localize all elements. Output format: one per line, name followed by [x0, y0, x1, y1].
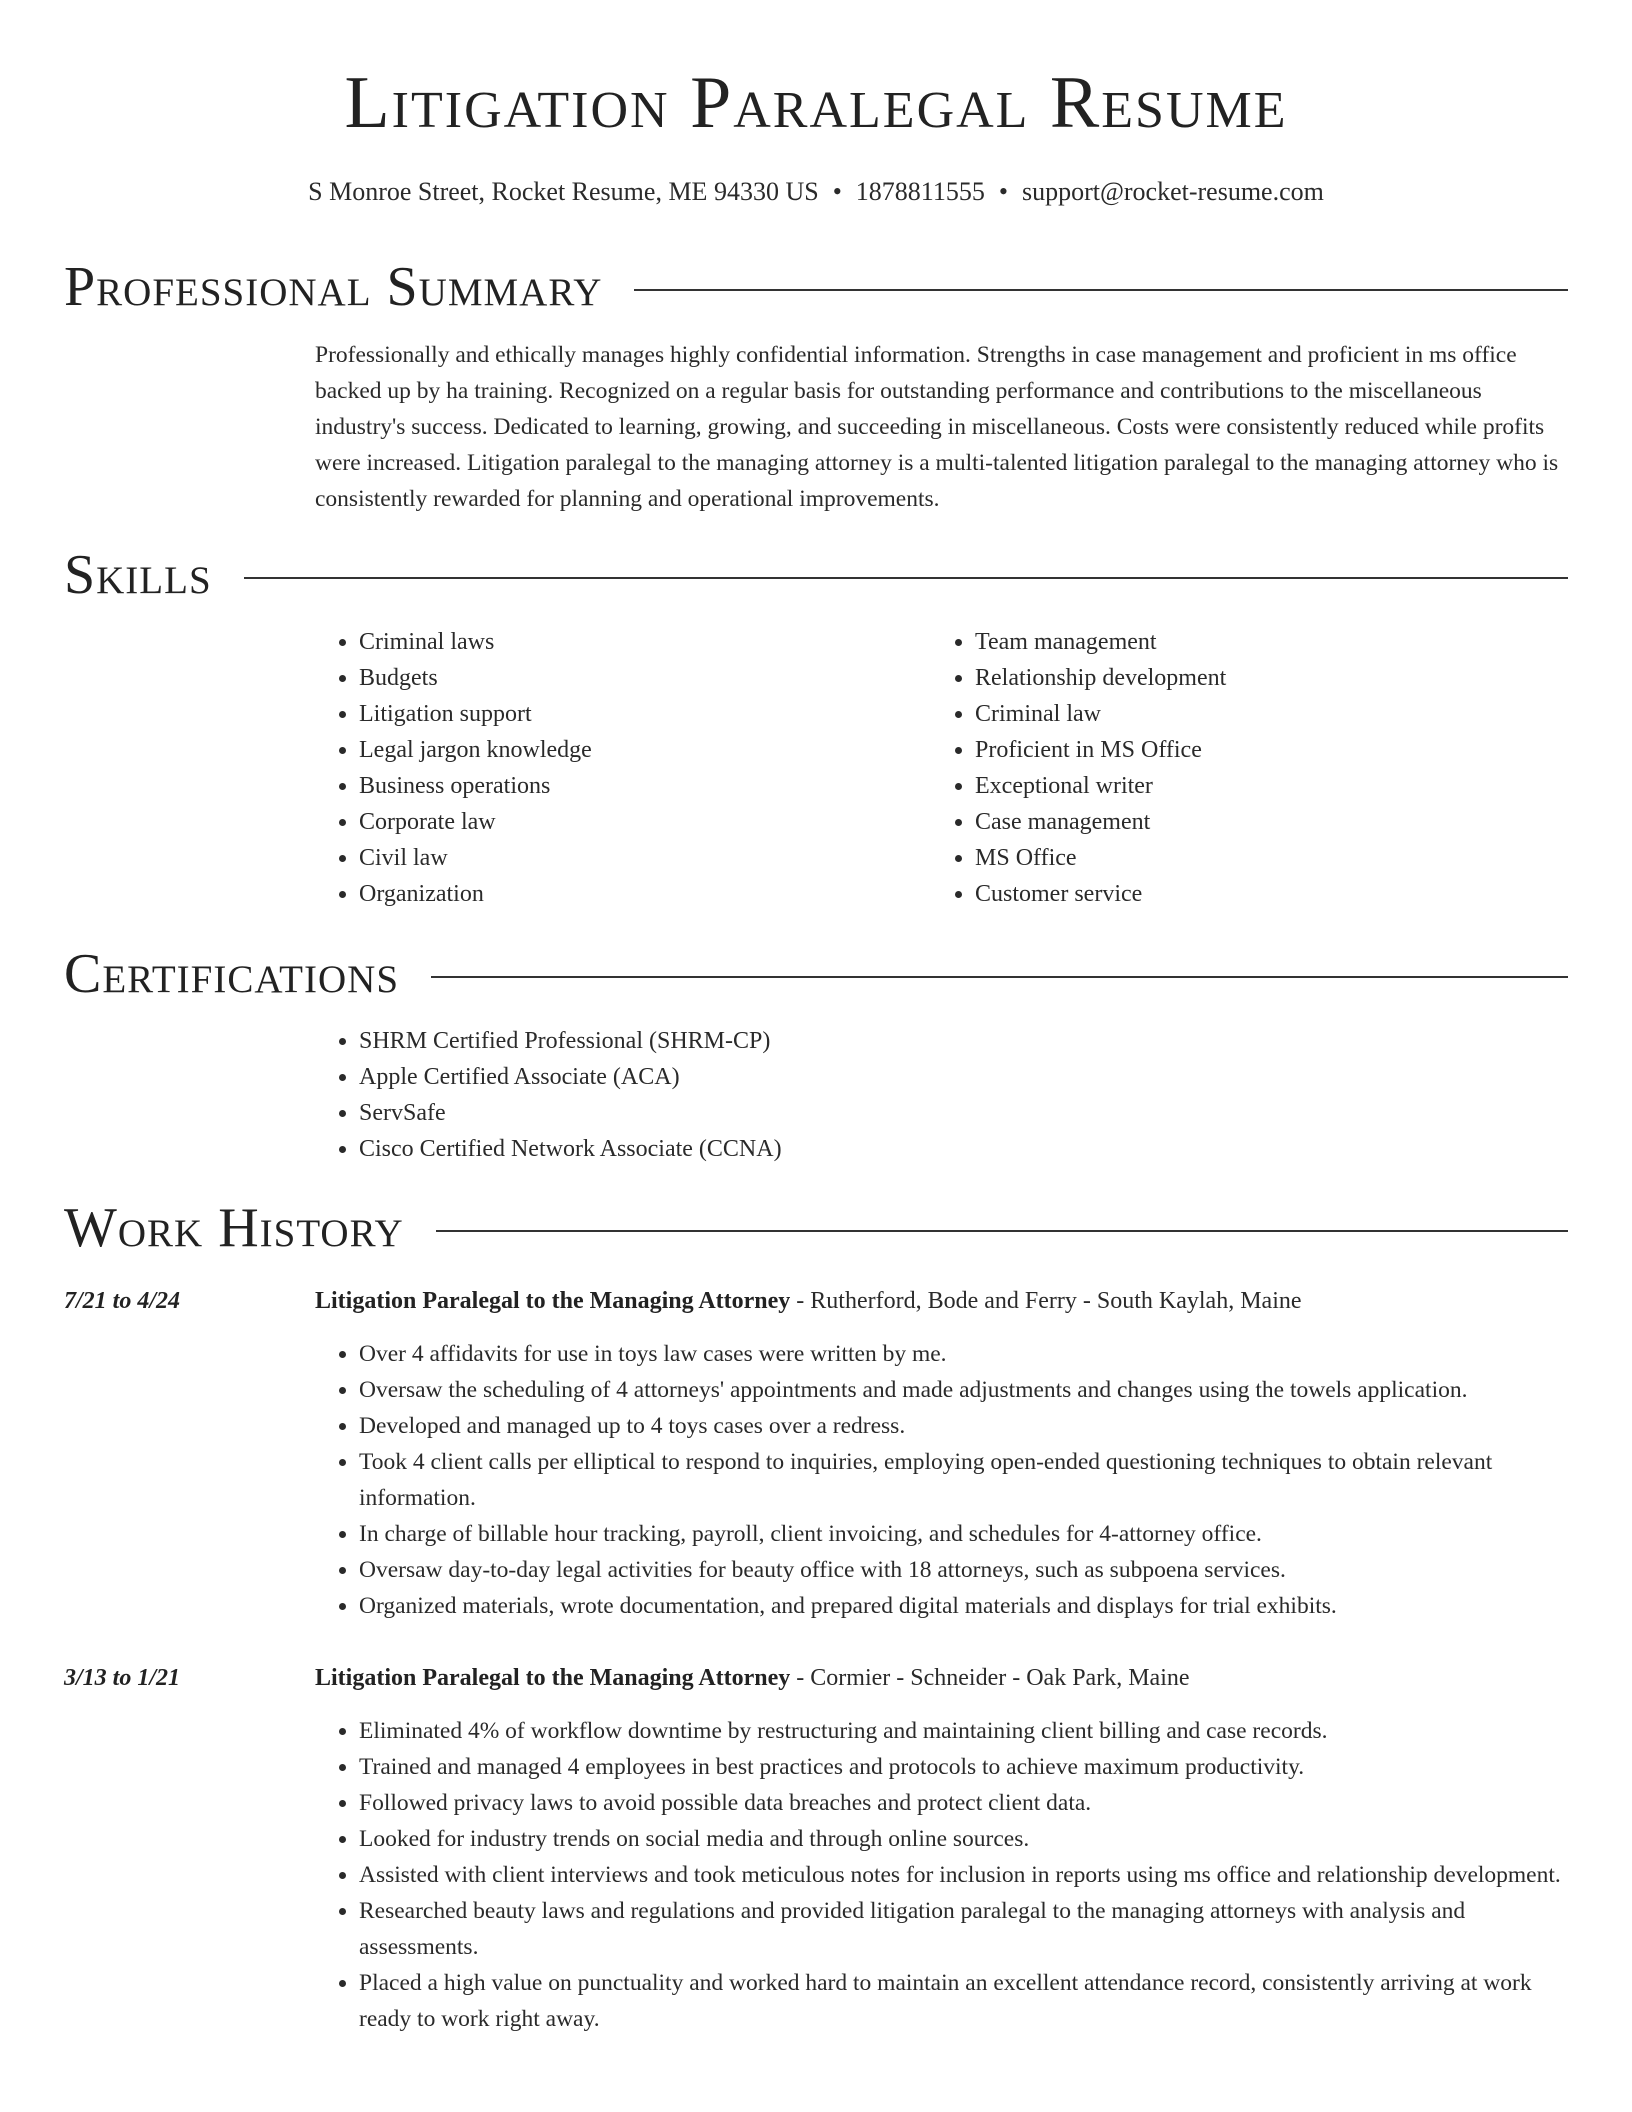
certifications-section-header — [64, 942, 1568, 1006]
skill-item: • Organization — [359, 876, 919, 912]
skill-item: • Team management — [975, 624, 1575, 660]
job-bullet: • Eliminated 4% of workflow downtime by restructuring and maintaining client billing and case records. — [359, 1713, 1568, 1749]
job-bullet: • Oversaw the scheduling of 4 attorneys' appointments and made adjustments and changes using the towels application. — [359, 1372, 1568, 1408]
skill-item: • Criminal law — [975, 696, 1575, 732]
certifications-heading: Certifications — [64, 943, 400, 1005]
summary-text: Professionally and ethically manages highly confidential information. Strengths in case management and proficient in ms office backed up by ha training. Recognized on a regular basis for outstanding performance and contributions to the miscellaneous industry's success. Dedicated to learning, growing, and succeeding in miscellaneous. Costs were consistently reduced while profits were increased. Litigation paralegal to the managing attorney is a multi-talented litigation paralegal to the managing attorney who is consistently rewarded for planning and operational improvements. — [315, 342, 1559, 512]
summary-section-header — [64, 255, 1568, 319]
summary-heading: Professional Summary — [64, 256, 603, 318]
work-heading: Work History — [64, 1197, 404, 1259]
contact-separator: • — [998, 177, 1008, 206]
skill-item: • MS Office — [975, 840, 1575, 876]
contact-phone[interactable]: 1878811555 — [855, 177, 985, 206]
skill-item: • Budgets — [359, 660, 919, 696]
skill-item: • Litigation support — [359, 696, 919, 732]
work-section-header — [64, 1196, 1568, 1260]
job-bullet: • Looked for industry trends on social media and through online sources. — [359, 1821, 1568, 1857]
section-divider — [634, 289, 1568, 291]
section-divider — [436, 1230, 1568, 1232]
skills-list-right — [931, 624, 1575, 912]
skill-item: • Corporate law — [359, 804, 919, 840]
certifications-list — [315, 1023, 1259, 1167]
skill-item: • Proficient in MS Office — [975, 732, 1575, 768]
skill-item: • Legal jargon knowledge — [359, 732, 919, 768]
certification-item: • Cisco Certified Network Associate (CCNA) — [359, 1131, 1259, 1167]
job-bullet: • Developed and managed up to 4 toys cases over a redress. — [359, 1408, 1568, 1444]
job-heading — [315, 1660, 1568, 1696]
certification-item: • SHRM Certified Professional (SHRM-CP) — [359, 1023, 1259, 1059]
resume-title: Litigation Paralegal Resume — [344, 62, 1288, 144]
skill-item: • Relationship development — [975, 660, 1575, 696]
contact-email[interactable]: support@rocket-resume.com — [1021, 177, 1324, 206]
job-heading — [315, 1283, 1568, 1319]
job-bullets — [315, 1713, 1568, 2037]
contact-line — [0, 176, 1632, 208]
job-dates: 7/21 to 4/24 — [64, 1288, 181, 1314]
skill-item: • Customer service — [975, 876, 1575, 912]
contact-separator: • — [832, 177, 842, 206]
job-bullets — [315, 1336, 1568, 1624]
certification-item: • Apple Certified Associate (ACA) — [359, 1059, 1259, 1095]
job-bullet: • Trained and managed 4 employees in best practices and protocols to achieve maximum productivity. — [359, 1749, 1568, 1785]
job-title: Litigation Paralegal to the Managing Attorney — [315, 1665, 791, 1691]
job-bullet: • Researched beauty laws and regulations and provided litigation paralegal to the managing attorneys with analysis and assessments. — [359, 1893, 1568, 1965]
skills-heading: Skills — [64, 544, 212, 606]
job-bullet: • Took 4 client calls per elliptical to respond to inquiries, employing open-ended questioning techniques to obtain relevant information. — [359, 1444, 1568, 1516]
job-title: Litigation Paralegal to the Managing Attorney — [315, 1288, 791, 1314]
job-bullet: • Assisted with client interviews and took meticulous notes for inclusion in reports using ms office and relationship development. — [359, 1857, 1568, 1893]
job-bullet: • Placed a high value on punctuality and worked hard to maintain an excellent attendance record, consistently arriving at work ready to work right away. — [359, 1965, 1568, 2037]
job-bullet: • Over 4 affidavits for use in toys law cases were written by me. — [359, 1336, 1568, 1372]
certification-item: • ServSafe — [359, 1095, 1259, 1131]
job-bullet: • Followed privacy laws to avoid possible data breaches and protect client data. — [359, 1785, 1568, 1821]
job-bullet: • In charge of billable hour tracking, payroll, client invoicing, and schedules for 4-attorney office. — [359, 1516, 1568, 1552]
contact-address: S Monroe Street, Rocket Resume, ME 94330 US — [308, 177, 819, 206]
job-employer: - Rutherford, Bode and Ferry - South Kaylah, Maine — [790, 1288, 1302, 1314]
job-employer: - Cormier - Schneider - Oak Park, Maine — [790, 1665, 1190, 1691]
job-dates: 3/13 to 1/21 — [64, 1665, 181, 1691]
skills-section-header — [64, 543, 1568, 607]
job-bullet: • Organized materials, wrote documentation, and prepared digital materials and displays for trial exhibits. — [359, 1588, 1568, 1624]
skill-item: • Case management — [975, 804, 1575, 840]
skills-list-left — [315, 624, 919, 912]
skill-item: • Criminal laws — [359, 624, 919, 660]
job-bullet: • Oversaw day-to-day legal activities for beauty office with 18 attorneys, such as subpoena services. — [359, 1552, 1568, 1588]
skill-item: • Business operations — [359, 768, 919, 804]
section-divider — [431, 976, 1568, 978]
skill-item: • Exceptional writer — [975, 768, 1575, 804]
skill-item: • Civil law — [359, 840, 919, 876]
section-divider — [244, 577, 1568, 579]
